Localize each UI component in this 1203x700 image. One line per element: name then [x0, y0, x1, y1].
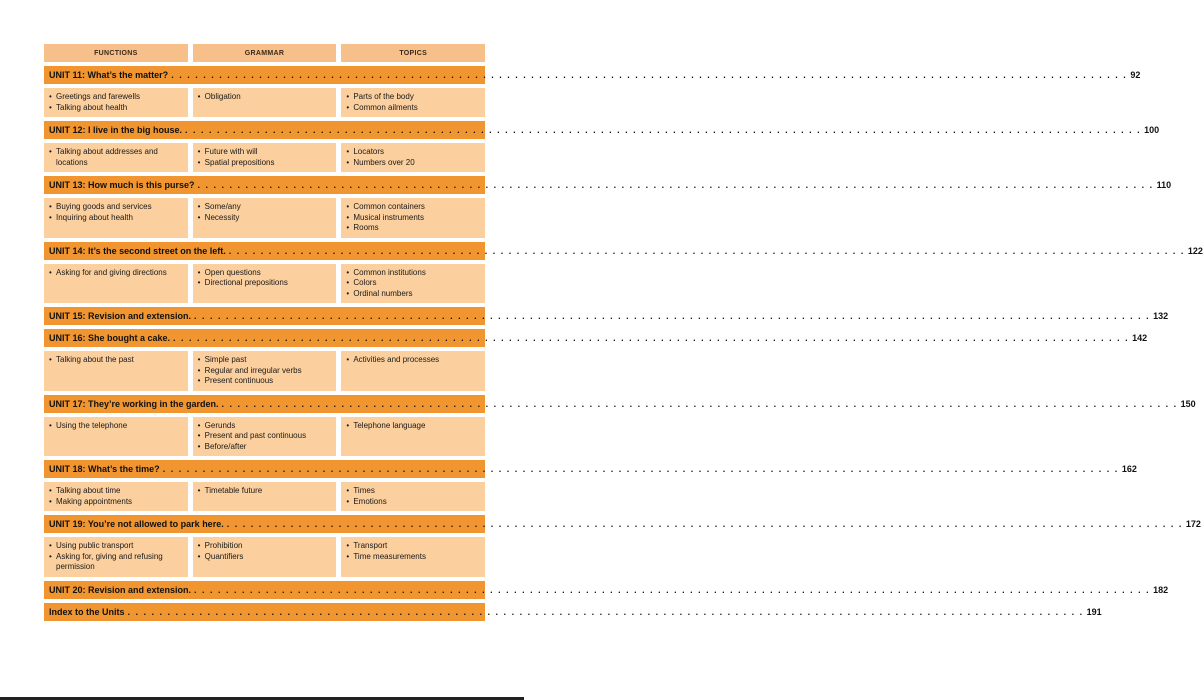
leader-dots: . . . . . . . . . . . . . . . . . . . . . . . . . . . . . . . . . . . . . . . . . . . . . . . . . . . . . . . . . . . . . . . . . . . . . . . . . . . . . . . . . . . . . . . . . . . . . . . . . . . . . . . . . . . . . . . . . . . . . . . .: [197, 180, 1154, 190]
cell-topics: [341, 143, 485, 172]
unit-title: UNIT 14: It’s the second street on the left.: [49, 245, 226, 256]
leader-dots: . . . . . . . . . . . . . . . . . . . . . . . . . . . . . . . . . . . . . . . . . . . . . . . . . . . . . . . . . . . . . . . . . . . . . . . . . . . . . . . . . . . . . . . . . . . . . . . . . . . . . . . . . . . . . . . . . . . . . . . .: [162, 464, 1119, 474]
cell-grammar: [193, 351, 337, 391]
grammar-item: • Prohibition: [198, 541, 332, 552]
leader-dots: . . . . . . . . . . . . . . . . . . . . . . . . . . . . . . . . . . . . . . . . . . . . . . . . . . . . . . . . . . . . . . . . . . . . . . . . . . . . . . . . . . . . . . . . . . . . . . . . . . . . . . . . . . . . . . . . . . . . . . . .: [226, 519, 1183, 529]
topics-item: • Parts of the body: [346, 92, 480, 103]
cell-topics: [341, 482, 485, 511]
functions-item: • Talking about time: [49, 486, 183, 497]
topics-item: • Activities and processes: [346, 355, 480, 366]
topics-item: • Locators: [346, 147, 480, 158]
unit-content-row: [44, 482, 485, 511]
unit-content-row: [44, 143, 485, 172]
unit-page-number: 92: [1130, 70, 1141, 80]
unit-heading: [44, 329, 1148, 347]
cell-grammar: [193, 143, 337, 172]
unit-heading: [44, 460, 1137, 478]
topics-item: • Telephone language: [346, 421, 480, 432]
grammar-item: • Spatial prepositions: [198, 158, 332, 169]
unit-content-row: [44, 351, 485, 391]
unit-heading: [44, 176, 1172, 194]
topics-item: • Ordinal numbers: [346, 289, 480, 300]
topics-item: • Common institutions: [346, 268, 480, 279]
functions-item: • Using public transport: [49, 541, 183, 552]
leader-dots: . . . . . . . . . . . . . . . . . . . . . . . . . . . . . . . . . . . . . . . . . . . . . . . . . . . . . . . . . . . . . . . . . . . . . . . . . . . . . . . . . . . . . . . . . . . . . . . . . . . . . . . . . . . . . . . . . . . . . . . .: [185, 125, 1142, 135]
unit-title: UNIT 16: She bought a cake.: [49, 333, 171, 343]
grammar-item: • Present and past continuous: [198, 431, 332, 442]
functions-item: • Greetings and farewells: [49, 92, 183, 103]
cell-grammar: [193, 537, 337, 577]
units-list: [44, 66, 1203, 621]
topics-item: • Colors: [346, 278, 480, 289]
unit-heading: [44, 66, 1141, 84]
unit-heading: [44, 242, 1203, 260]
column-headers: [44, 44, 485, 62]
topics-item: • Common containers: [346, 202, 480, 213]
unit-page-number: 132: [1153, 311, 1169, 321]
unit-page-number: 191: [1086, 606, 1102, 617]
unit-heading: [44, 581, 1169, 599]
functions-item: • Inquiring about health: [49, 213, 183, 224]
topics-item: • Emotions: [346, 497, 480, 508]
grammar-item: • Present continuous: [198, 376, 332, 387]
leader-dots: . . . . . . . . . . . . . . . . . . . . . . . . . . . . . . . . . . . . . . . . . . . . . . . . . . . . . . . . . . . . . . . . . . . . . . . . . . . . . . . . . . . . . . . . . . . . . . . . . . . . . . . . . . . . . . . . . . . . . . . .: [194, 311, 1151, 321]
leader-dots: . . . . . . . . . . . . . . . . . . . . . . . . . . . . . . . . . . . . . . . . . . . . . . . . . . . . . . . . . . . . . . . . . . . . . . . . . . . . . . . . . . . . . . . . . . . . . . . . . . . . . . . . . . . . . . . . . . . . . . . .: [127, 606, 1084, 617]
unit-heading: [44, 395, 1196, 413]
unit-title: UNIT 15: Revision and extension.: [49, 311, 192, 321]
grammar-item: • Some/any: [198, 202, 332, 213]
unit-heading: [44, 121, 1160, 139]
unit-title: UNIT 20: Revision and extension.: [49, 584, 192, 595]
grammar-item: • Quantifiers: [198, 552, 332, 563]
cell-functions: [44, 264, 188, 304]
leader-dots: . . . . . . . . . . . . . . . . . . . . . . . . . . . . . . . . . . . . . . . . . . . . . . . . . . . . . . . . . . . . . . . . . . . . . . . . . . . . . . . . . . . . . . . . . . . . . . . . . . . . . . . . . . . . . . . . . . . . . . . .: [173, 333, 1130, 343]
header-grammar: GRAMMAR: [193, 44, 337, 62]
functions-item: • Asking for, giving and refusing permission: [49, 552, 183, 573]
cell-grammar: [193, 198, 337, 238]
grammar-item: • Timetable future: [198, 486, 332, 497]
unit-title: UNIT 13: How much is this purse?: [49, 180, 195, 190]
functions-item: • Asking for and giving directions: [49, 268, 183, 279]
cell-grammar: [193, 417, 337, 457]
unit-title: UNIT 19: You’re not allowed to park here.: [49, 519, 224, 529]
topics-item: • Numbers over 20: [346, 158, 480, 169]
unit-title: UNIT 18: What’s the time?: [49, 464, 160, 474]
leader-dots: . . . . . . . . . . . . . . . . . . . . . . . . . . . . . . . . . . . . . . . . . . . . . . . . . . . . . . . . . . . . . . . . . . . . . . . . . . . . . . . . . . . . . . . . . . . . . . . . . . . . . . . . . . . . . . . . . . . . . . . .: [221, 398, 1178, 409]
unit-title: UNIT 12: I live in the big house.: [49, 125, 183, 135]
cell-functions: [44, 143, 188, 172]
unit-title: Index to the Units: [49, 606, 125, 617]
cell-topics: [341, 537, 485, 577]
grammar-item: • Simple past: [198, 355, 332, 366]
functions-item: • Buying goods and services: [49, 202, 183, 213]
cell-topics: [341, 88, 485, 117]
unit-content-row: [44, 88, 485, 117]
topics-item: • Common ailments: [346, 103, 480, 114]
cell-topics: [341, 417, 485, 457]
grammar-item: • Necessity: [198, 213, 332, 224]
unit-page-number: 182: [1153, 584, 1169, 595]
cell-functions: [44, 482, 188, 511]
cell-functions: [44, 198, 188, 238]
unit-content-row: [44, 537, 485, 577]
contents-table: [44, 44, 1203, 621]
functions-item: • Talking about addresses and locations: [49, 147, 183, 168]
unit-heading: [44, 307, 1169, 325]
unit-heading: [44, 515, 1201, 533]
functions-item: • Talking about the past: [49, 355, 183, 366]
unit-title: UNIT 11: What’s the matter?: [49, 70, 169, 80]
cell-topics: [341, 264, 485, 304]
unit-page-number: 122: [1187, 245, 1203, 256]
topics-item: • Transport: [346, 541, 480, 552]
leader-dots: . . . . . . . . . . . . . . . . . . . . . . . . . . . . . . . . . . . . . . . . . . . . . . . . . . . . . . . . . . . . . . . . . . . . . . . . . . . . . . . . . . . . . . . . . . . . . . . . . . . . . . . . . . . . . . . . . . . . . . . .: [171, 70, 1128, 80]
functions-item: • Talking about health: [49, 103, 183, 114]
unit-page-number: 162: [1121, 464, 1137, 474]
unit-title: UNIT 17: They’re working in the garden.: [49, 398, 219, 409]
grammar-item: • Future with will: [198, 147, 332, 158]
grammar-item: • Before/after: [198, 442, 332, 453]
topics-item: • Rooms: [346, 223, 480, 234]
header-functions: FUNCTIONS: [44, 44, 188, 62]
unit-page-number: 100: [1144, 125, 1160, 135]
unit-page-number: 150: [1180, 398, 1196, 409]
leader-dots: . . . . . . . . . . . . . . . . . . . . . . . . . . . . . . . . . . . . . . . . . . . . . . . . . . . . . . . . . . . . . . . . . . . . . . . . . . . . . . . . . . . . . . . . . . . . . . . . . . . . . . . . . . . . . . . . . . . . . . . .: [194, 584, 1151, 595]
unit-content-row: [44, 198, 485, 238]
unit-page-number: 172: [1185, 519, 1201, 529]
topics-item: • Times: [346, 486, 480, 497]
cell-functions: [44, 351, 188, 391]
unit-content-row: [44, 417, 485, 457]
grammar-item: • Obligation: [198, 92, 332, 103]
cell-topics: [341, 198, 485, 238]
grammar-item: • Directional prepositions: [198, 278, 332, 289]
cell-functions: [44, 88, 188, 117]
functions-item: • Making appointments: [49, 497, 183, 508]
topics-item: • Musical instruments: [346, 213, 480, 224]
unit-content-row: [44, 264, 485, 304]
grammar-item: • Gerunds: [198, 421, 332, 432]
cell-grammar: [193, 482, 337, 511]
unit-page-number: 110: [1156, 180, 1172, 190]
grammar-item: • Regular and irregular verbs: [198, 366, 332, 377]
cell-grammar: [193, 88, 337, 117]
unit-page-number: 142: [1132, 333, 1148, 343]
cell-functions: [44, 417, 188, 457]
functions-item: • Using the telephone: [49, 421, 183, 432]
cell-grammar: [193, 264, 337, 304]
unit-heading: [44, 603, 1102, 621]
cell-functions: [44, 537, 188, 577]
topics-item: • Time measurements: [346, 552, 480, 563]
header-topics: TOPICS: [341, 44, 485, 62]
grammar-item: • Open questions: [198, 268, 332, 279]
leader-dots: . . . . . . . . . . . . . . . . . . . . . . . . . . . . . . . . . . . . . . . . . . . . . . . . . . . . . . . . . . . . . . . . . . . . . . . . . . . . . . . . . . . . . . . . . . . . . . . . . . . . . . . . . . . . . . . . . . . . . . . .: [228, 245, 1185, 256]
cell-topics: [341, 351, 485, 391]
